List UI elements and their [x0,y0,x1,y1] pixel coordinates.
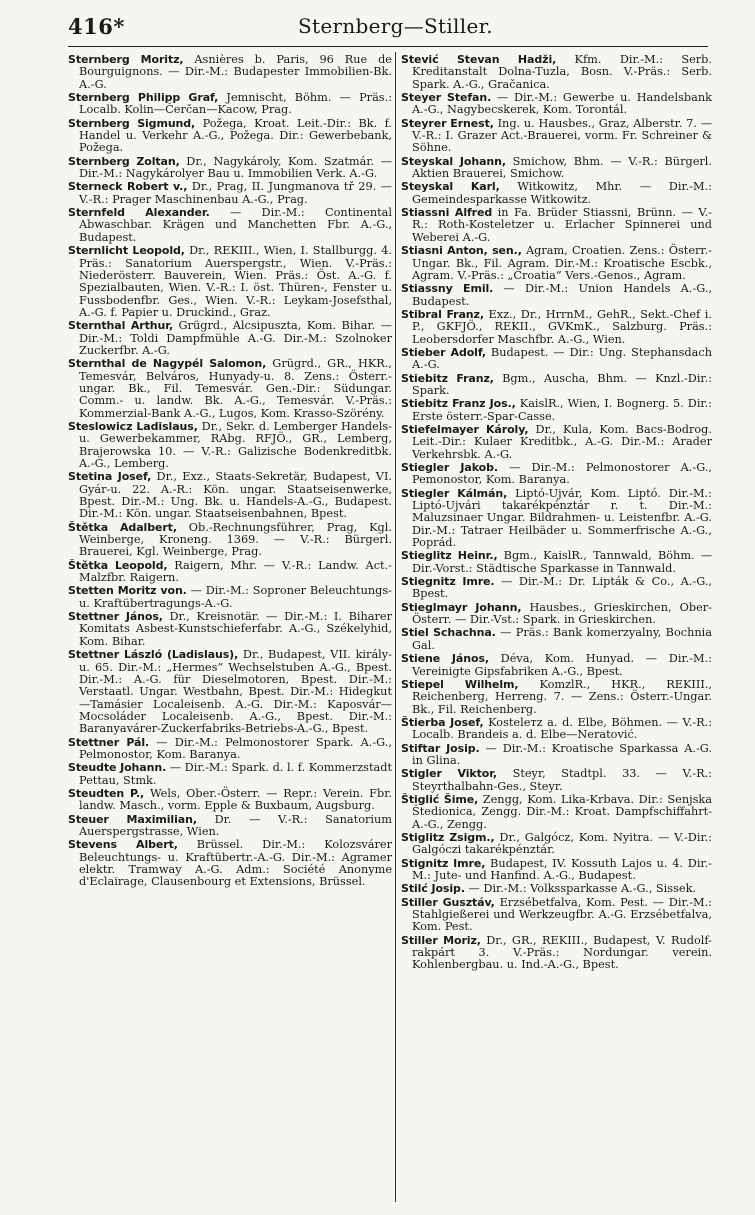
directory-entry [401,283,712,308]
running-title: Sternberg—Stiller. [298,14,493,38]
directory-entry [68,118,392,155]
entry-text: — Dir.-M.: Kroatische Sparkassa A.-G. in Glina. [412,741,712,767]
directory-entry [401,794,712,831]
directory-entry [401,743,712,768]
directory-entry [68,839,392,888]
entry-text: Grügrd., Alcsipuszta, Kom. Bihar. — Dir.-M.: Toldi Dampfmühle A.-G. Dir.-M.: Szolnoker Zuckerfbr. A.-G. [79,319,392,357]
entry-name: Sternberg Philipp Graf, [68,91,219,105]
entry-name: Stibral Franz, [401,307,484,321]
entry-text: Jemnischt, Böhm. — Präs.: Localb. Kolin—Čerčan—Kacow, Prag. [79,91,392,117]
entry-text: KomzlR., HKR., REKIII., Reichenberg, Herreng. 7. — Zens.: Österr.-Ungar. Bk., Fil. Reichenberg. [412,677,712,716]
directory-entry [68,320,392,357]
entry-text: Budapest, IV. Kossuth Lajos u. 4. Dir.-M.: Jute- und Hanfind. A.-G., Budapest. [412,856,712,882]
directory-entry [68,181,392,206]
directory-entry [401,627,712,652]
entry-text: Ing. u. Hausbes., Graz, Alberstr. 7. — V.-R.: I. Grazer Act.-Brauerei, vorm. Fr. Schreiner & Söhne. [412,116,712,155]
directory-entry [401,398,712,423]
entry-text: Kostelетz a. d. Elbe, Böhmen. — V.-R.: Localb. Brandeis a. d. Elbe—Neratović. [412,715,712,742]
entry-name: Steyer Stefan. [401,91,492,105]
entry-name: Stiene János, [401,652,489,666]
entry-text: — Dir.-M.: Soproner Beleuchtungs- u. Kraftübertragungs-A.-G. [79,584,392,610]
directory-entry [68,421,392,470]
directory-entry [68,207,392,244]
entry-name: Stieglmayr Johann, [401,600,522,614]
entry-text: Bgm., KaislR., Tannwald, Böhm. — Dir.-Vorst.: Städtische Sparkasse in Tannwald. [412,549,712,575]
entry-text: — Dir.-M.: Dr. Lipták & Co., A.-G., Bpest. [412,575,712,601]
directory-entry [68,649,392,735]
column-divider [395,52,396,1202]
directory-entry [401,768,712,793]
entry-text: — Dir.-M.: Spark. d. l. f. Kommerzstadt Pettau, Stmk. [79,761,392,787]
entry-text: Liptó-Ujvár, Kom. Liptó. Dir.-M.: Liptó-Ujvári takarékpénztár r. t. Dir.-M.: Maluzsinaer Ungar. Bildrahmen- u. Leistenfbr. A.-G. Dir.-M.: Tatraer Heilbäder u. Sommerfrische A.-G., Poprád. [412,486,712,550]
entry-text: Bgm., Auscha, Bhm. — Knzl.-Dir.: Spark. [412,371,712,397]
directory-entry [401,653,712,678]
entry-name: Stiebitz Franz, [401,371,494,385]
directory-entry [68,762,392,787]
entry-text: Dr., Nagykároly, Kom. Szatmár. — Dir.-M.: Nagykárolyer Bau u. Immobilien Verk. A.-G. [79,154,392,181]
directory-entry [401,883,712,895]
entry-text: Brüssel. Dir.-M.: Kolozsvárer Beleuchtungs- u. Kraftübertr.-A.-G. Dir.-M.: Agramer elektr. Tramway A.-G. Adm.: Société Anonyme d'Eclairage, Clausenbourg et Extensions, Brüssel. [79,838,392,889]
directory-entry [401,679,712,716]
entry-name: Stiepel Wilhelm, [401,677,519,691]
entry-name: Sternthal Arthur, [68,319,174,333]
entry-name: Stetten Moritz von. [68,584,187,598]
entry-name: Stiglitz Zsigm., [401,830,495,844]
entry-text: Asnières b. Paris, 96 Rue de Bourguignons. — Dir.-M.: Budapester Immobilien-Bk. A.-G. [79,54,392,91]
entry-text: Požega, Kroat. Leit.-Dir.: Bk. f. Handel u. Verkehr A.-G., Požega. Dir.: Gewerbebank, Požega. [79,116,392,155]
entry-name: Stiefelmayer Károly, [401,422,529,436]
directory-entry [401,156,712,181]
directory-entry [68,156,392,181]
entry-text: Witkowitz, Mhr. — Dir.-M.: Gemeindesparkasse Witkowitz. [412,180,712,206]
directory-entry [401,550,712,575]
directory-entry [401,576,712,601]
left-column [68,54,392,1204]
directory-entry [401,181,712,206]
entry-name: Sternlicht Leopold, [68,244,185,258]
page-header [68,14,708,40]
directory-entry [401,424,712,461]
directory-entry [401,897,712,934]
entry-name: Stevens Albert, [68,838,178,852]
entry-text: in Fa. Brüder Stiassni, Brünn. — V.-R.: Roth-Kosteletzer u. Erlacher Spinnerei und Weberei A.-G. [412,206,712,244]
entry-text: Dr. — V.-R.: Sanatorium Auerspergstrasse, Wien. [79,812,392,838]
entry-name: Štierba Josef, [401,715,484,729]
entry-text: Grügrd., GR., HKR., Temesvár, Belváros, Hunyady-u. 8. Zens.: Österr.-ungar. Bk., Fil. Temesvár. Gen.-Dir.: Südungar. Comm.- u. landw. Bk. A.-G., Temesvár. V.-Präs.: Kommerzial-Bank A.-G., Lugos, Kom. Krasso-Szörény. [79,357,392,420]
entry-name: Stiegler Jakob. [401,461,498,474]
directory-entry [68,585,392,610]
entry-name: Steslowicz Ladislaus, [68,419,198,433]
directory-entry [68,737,392,762]
entry-text: Exz., Dr., HrrnM., GehR., Sekt.-Chef i. P., GKFJÖ., REKII., GVKmK., Salzburg. Präs.: Leobersdorfer Maschfbr. A.-G., Wien. [412,307,712,346]
directory-entry [68,814,392,839]
entry-text: Raigern, Mhr. — V.-R.: Landw. Act.-Malzfbr. Raigern. [79,558,392,585]
entry-name: Štětka Adalbert, [68,520,177,534]
entry-name: Steyrer Ernest, [401,116,494,130]
entry-name: Steyskal Karl, [401,180,500,194]
entry-text: Kfm. Dir.-M.: Serb. Kreditanstalt Dolna-Tuzla, Bosn. V.-Präs.: Serb. Spark. A.-G., Gračanica. [412,54,712,91]
directory-entry [401,488,712,550]
entry-name: Stettner János, [68,610,163,624]
entry-text: — Dir.-M.: Pelmonostorer A.-G., Pemonostor, Kom. Baranya. [412,461,712,487]
directory-entry [401,118,712,155]
entry-text: Budapest. — Dir.: Ung. Stephansdach A.-G. [412,345,712,372]
entry-name: Stiel Schachna. [401,626,496,640]
entry-name: Sternberg Moritz, [68,54,184,66]
directory-entry [401,245,712,282]
entry-name: Stignitz Imre, [401,856,486,870]
entry-name: Stiegnitz Imre. [401,575,495,589]
directory-entry [401,858,712,883]
entry-text: Steyr, Stadtpl. 33. — V.-R.: Steyrthalbahn-Ges., Steyr. [412,767,712,793]
directory-entry [68,522,392,559]
entry-text: Dr., Sekr. d. Lemberger Handels- u. Gewerbekammer, RAbg. RFJÖ., GR., Lemberg, Brajerowska 10. — V.-R.: Galizische Bodenkreditbk. A.-G., Lemberg. [79,419,392,470]
directory-entry [68,245,392,319]
entry-name: Steudten P., [68,786,145,800]
entry-name: Steuer Maximilian, [68,812,197,826]
entry-name: Stiller Moriz, [401,933,481,947]
entry-name: Stiassni Alfred [401,206,493,220]
entry-name: Štiglić Šime, [401,792,479,806]
directory-entry [401,832,712,857]
entry-text: Dr., Prag, II. Jungmanova tř 29. — V.-R.: Prager Maschinenbau A.-G., Prag. [79,180,392,206]
entry-name: Stettner Pál. [68,735,150,749]
entry-text: Wels, Ober.-Österr. — Repr.: Verein. Fbr. landw. Masch., vorm. Epple & Buxbaum, Augsburg. [79,786,392,813]
entry-name: Sternthal de Nagypél Salomon, [68,357,267,371]
entry-text: — Präs.: Bank komerzyalny, Bochnia Gal. [412,626,712,652]
directory-entry [68,560,392,585]
entry-text: — Dir.-M.: Volkssparkasse A.-G., Sissek. [464,882,697,896]
directory-entry [68,788,392,813]
entry-name: Stiegler Kálmán, [401,486,508,500]
entry-text: Dr., Kreisnotär. — Dir.-M.: I. Biharer Komitats Asbest-Kunstschieferfabr. A.-G., Székelyhid, Kom. Bihar. [79,610,392,648]
entry-text: Dr., GR., REKIII., Budapest, V. Rudolf-rakpárt 3. V.-Präs.: Nordungar. verein. Kohlenbergbau. u. Ind.-A.-G., Bpest. [412,933,712,972]
entry-name: Stettner László (Ladislaus), [68,648,239,662]
entry-name: Stiller Gusztáv, [401,895,495,909]
entry-text: Dr., Budapest, VII. király-u. 65. Dir.-M.: „Hermes“ Wechselstuben A.-G., Bpest. Dir.-M.: A.-G. für Dieselmotoren, Bpest. Dir.-M.: Verstaatl. Ungar. Westbahn, Bpest. Dir.-M.: Hidegkut—Tamásier Localeisenb. A.-G. Dir.-M.: Kaposvár—Mocsoláder Localeisenb. A.-G., Bpest. Dir.-M.: Baranyavárer-Zuckerfabriks-Betriebs-A.-G., Bpest. [79,648,392,736]
entry-text: Erzsébetfalva, Kom. Pest. — Dir.-M.: Stahlgießerei und Werkzeugfbr. A.-G. Erzsébetfalva, Kom. Pest. [412,895,712,934]
page-number: 416* [68,14,125,39]
entry-name: Stilć Josip. [401,882,465,896]
entry-name: Štětka Leopold, [68,558,168,572]
directory-entry [401,717,712,742]
entry-text: Dr., Exz., Staats-Sekretär, Budapest, VI. Gyár-u. 22. A.-R.: Kön. ungar. Staatseisenwerke, Bpest. Dir.-M.: Ung. Bk. u. Handels-A.-G., Budapest. Dir.-M.: Kön. ungar. Staatseisenbahnen, Bpest. [79,470,392,521]
entry-name: Stiebitz Franz Jos., [401,397,516,411]
entry-text: — Dir.-M.: Gewerbe u. Handelsbank A.-G., Nagybecskerek, Kom. Torontál. [412,91,712,117]
directory-entry [68,611,392,648]
directory-entry [401,309,712,346]
entry-text: — Dir.-M.: Union Handels A.-G., Budapest. [412,282,712,308]
entry-name: Sternberg Zoltan, [68,154,180,168]
entry-text: Zengg, Kom. Lika-Krbava. Dir.: Senjska Štedionica, Zengg. Dir.-M.: Kroat. Dampfschiffahrt-A.-G., Zengg. [412,792,712,831]
entry-name: Stieglitz Heinr., [401,549,498,563]
entry-name: Sternfeld Alexander. [68,206,210,220]
directory-entry [401,935,712,972]
entry-name: Stigler Viktor, [401,767,498,781]
directory-entry [401,602,712,627]
entry-text: — Dir.-M.: Continental Abwaschbar. Krägen und Manchetten Fbr. A.-G., Budapest. [79,206,392,244]
entry-text: Déva, Kom. Hunyad. — Dir.-M.: Vereinigte Gipsfabriken A.-G., Bpest. [412,652,712,678]
entry-name: Stieber Adolf, [401,345,487,359]
header-rule [68,46,708,47]
directory-entry [68,92,392,117]
directory-entry [68,54,392,91]
entry-text: KaislR., Wien, I. Bognerg. 5. Dir.: Erste österr.-Spar-Casse. [412,397,712,423]
entry-text: Dr., Kula, Kom. Bacs-Bodrog. Leit.-Dir.: Kulaer Kreditbk., A.-G. Dir.-M.: Arader Verkehrsbk. A.-G. [412,422,712,461]
entry-text: Hausbes., Grieskirchen, Ober-Österr. — Dir.-Vst.: Spark. in Grieskirchen. [412,600,712,627]
entry-text: — Dir.-M.: Pelmonostorer Spark. A.-G., Pelmonostor, Kom. Baranya. [79,735,392,761]
entry-name: Sternberg Sigmund, [68,116,196,130]
entry-text: Agram, Croatien. Zens.: Österr.-Ungar. Bk., Fil. Agram. Dir.-M.: Kroatische Escbk., Agram. V.-Präs.: „Croatia“ Vers.-Genos., Agram. [412,244,712,282]
entry-name: Steudte Johann. [68,761,167,775]
entry-text: Smichow, Bhm. — V.-R.: Bürgerl. Aktien Brauerei, Smichow. [412,154,712,181]
entry-name: Stiasni Anton, sen., [401,244,522,258]
entry-name: Stiftar Josip. [401,741,480,755]
entry-name: Stetina Josef, [68,470,152,484]
entry-name: Stiassny Emil. [401,282,494,296]
directory-entry [401,462,712,487]
entry-text: Dr., Galgócz, Kom. Nyitra. — V.-Dir.: Galgóczi takarékpénztár. [412,830,712,857]
directory-entry [401,373,712,398]
directory-entry [401,92,712,117]
directory-entry [68,471,392,520]
directory-entry [401,54,712,91]
directory-entry [68,358,392,420]
right-column [401,54,712,1204]
entry-text: Ob.-Rechnungsführer, Prag, Kgl. Weinberge, Kroneng. 1369. — V.-R.: Bürgerl. Brauerei, Kgl. Weinberge, Prag. [79,520,392,559]
entry-name: Sterneck Robert v., [68,180,188,194]
entry-name: Stević Stevan Hadži, [401,54,557,66]
entry-text: Dr., REKIII., Wien, I. Stallburgg. 4. Präs.: Sanatorium Auerspergstr., Wien. V.-Präs.: Niederösterr. Bauverein, Wien. Präs.: Öst. A.-G. f. Spezialbauten, Wien. V.-R.: I. öst. Thüren-, Fenster u. Fussbodenfbr. Ges., Wien. V.-R.: Leykam-Josefsthal, A.-G. f. Papier u. Druckind., Graz. [79,244,392,319]
directory-entry [401,207,712,244]
entry-name: Steyskal Johann, [401,154,506,168]
directory-entry [401,347,712,372]
